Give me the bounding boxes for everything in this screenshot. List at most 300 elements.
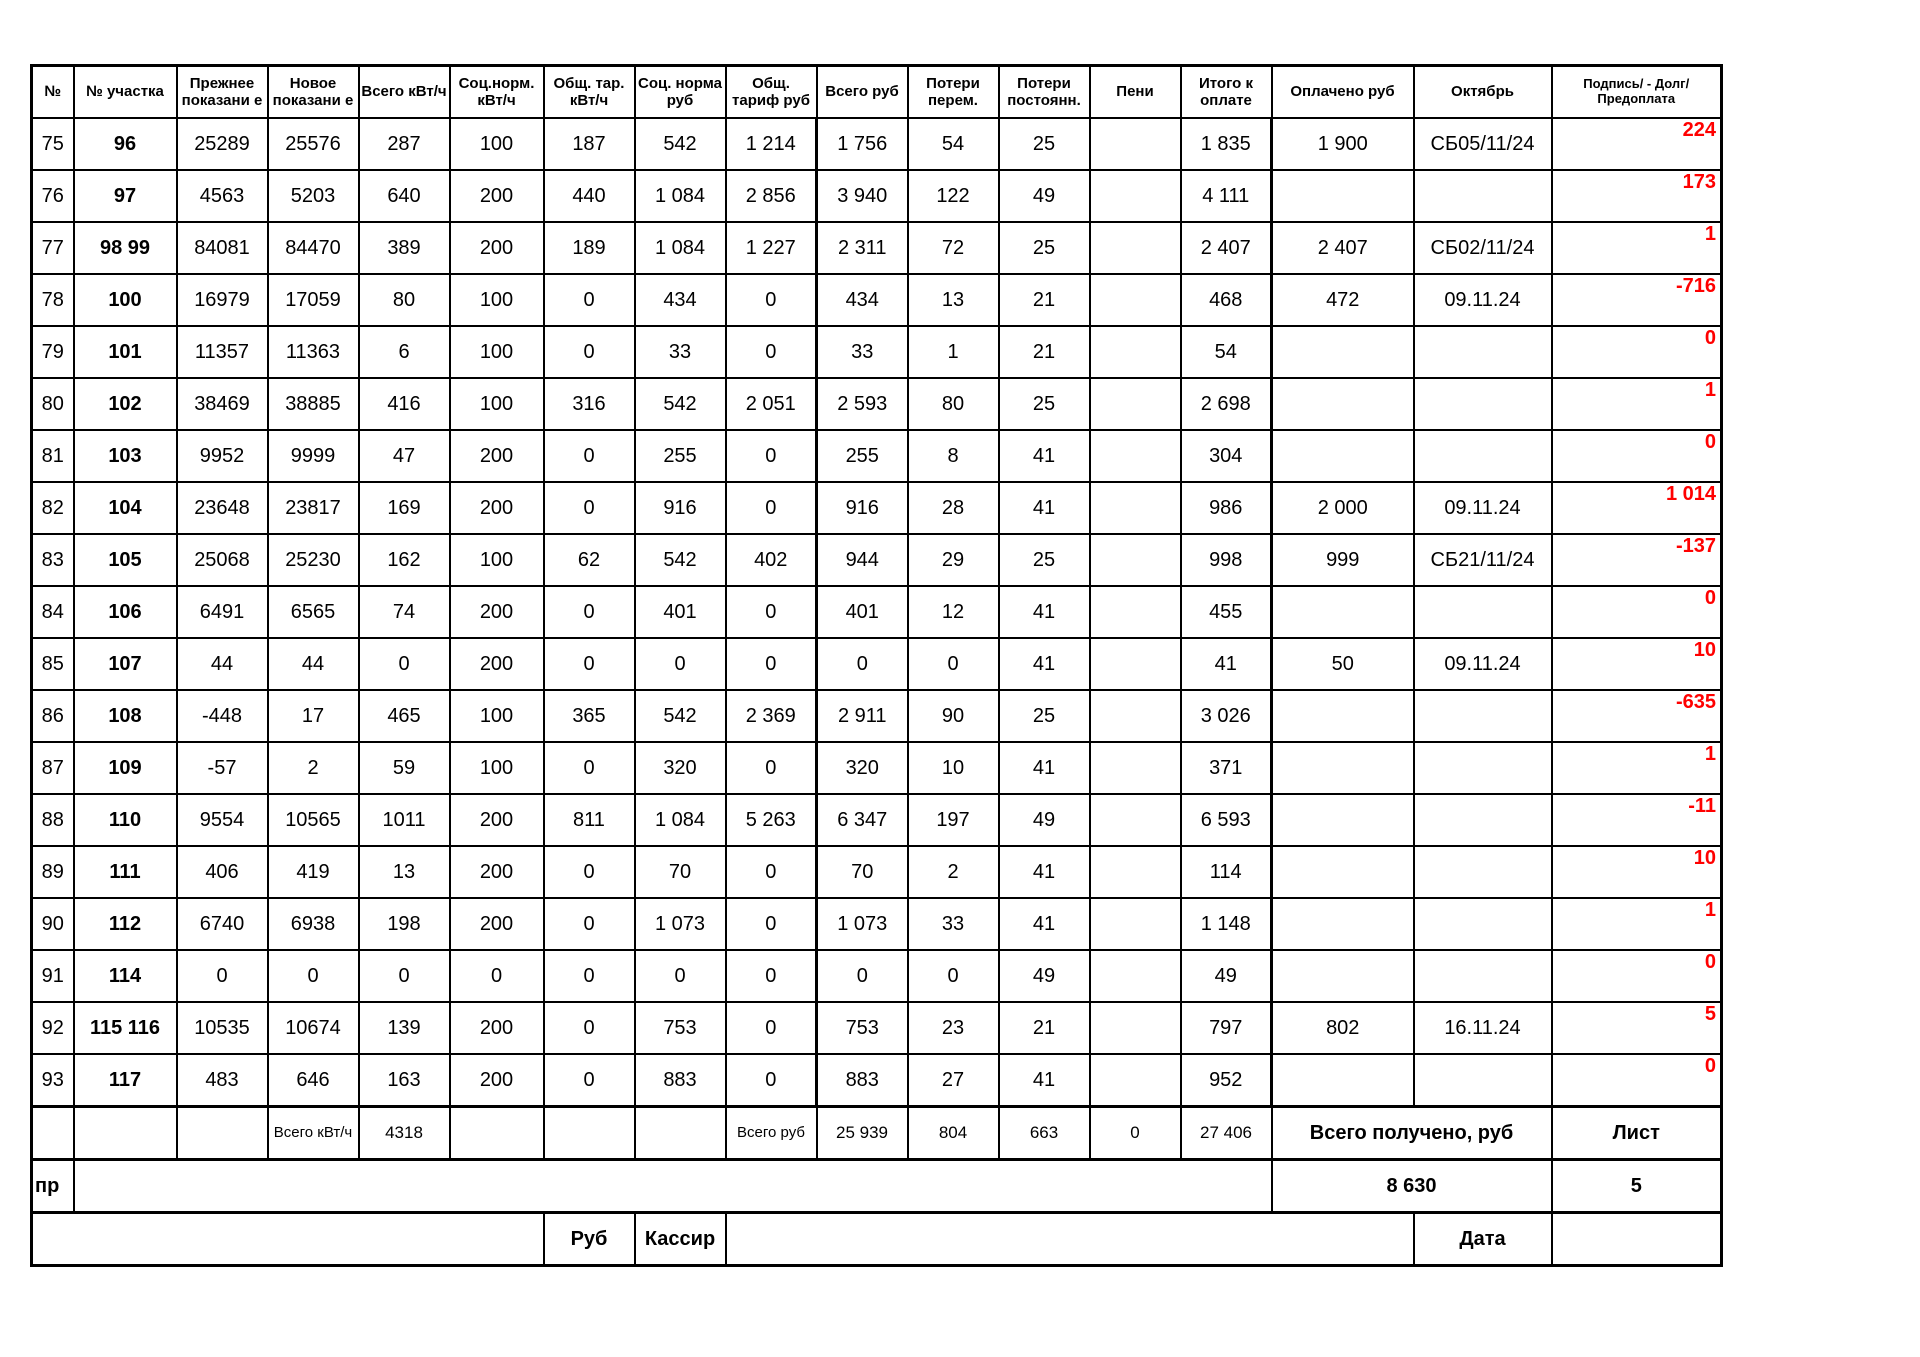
cell-penalty: [1090, 378, 1181, 430]
cell-general-rub: 0: [726, 846, 817, 898]
cell-debt: 0: [1552, 430, 1722, 482]
cell-social-rub: 883: [635, 1054, 726, 1107]
cell-paid: 802: [1272, 1002, 1414, 1054]
cell-social-kwh: 0: [450, 950, 544, 1002]
cell-new-reading: 44: [268, 638, 359, 690]
cell-general-rub: 0: [726, 326, 817, 378]
cell-no: 80: [32, 378, 74, 430]
cell-plot: 107: [74, 638, 177, 690]
cell-loss-variable: 8: [908, 430, 999, 482]
cell-social-rub: 255: [635, 430, 726, 482]
cell-month: [1414, 950, 1552, 1002]
received-row: [32, 1160, 1722, 1213]
cell-debt: 10: [1552, 846, 1722, 898]
cell-month: [1414, 742, 1552, 794]
cell-loss-constant: 25: [999, 222, 1090, 274]
cell-penalty: [1090, 846, 1181, 898]
cell-loss-variable: 54: [908, 118, 999, 170]
cell-total-rub: 0: [817, 950, 908, 1002]
cell-plot: 105: [74, 534, 177, 586]
cell-social-kwh: 100: [450, 534, 544, 586]
totals-empty: [635, 1107, 726, 1160]
col-header-penalty: Пени: [1090, 66, 1181, 119]
cell-social-rub: 0: [635, 638, 726, 690]
cell-general-rub: 2 051: [726, 378, 817, 430]
cell-social-kwh: 200: [450, 222, 544, 274]
cell-due: 304: [1181, 430, 1272, 482]
cell-paid: 1 900: [1272, 118, 1414, 170]
totals-empty: [74, 1107, 177, 1160]
cell-general-kwh: 811: [544, 794, 635, 846]
cell-due: 49: [1181, 950, 1272, 1002]
cell-social-kwh: 200: [450, 638, 544, 690]
cell-loss-variable: 13: [908, 274, 999, 326]
cell-penalty: [1090, 950, 1181, 1002]
cell-new-reading: 6565: [268, 586, 359, 638]
cell-month: [1414, 586, 1552, 638]
cell-plot: 106: [74, 586, 177, 638]
cell-prev-reading: 406: [177, 846, 268, 898]
footer-blank: [74, 1160, 1272, 1213]
table-row: [32, 326, 1722, 378]
cell-general-kwh: 0: [544, 586, 635, 638]
cell-general-kwh: 0: [544, 274, 635, 326]
cell-loss-variable: 0: [908, 638, 999, 690]
col-header-loss-const: Потери постоянн.: [999, 66, 1090, 119]
cell-debt: 1: [1552, 378, 1722, 430]
cell-new-reading: 25576: [268, 118, 359, 170]
cell-total-kwh: 169: [359, 482, 450, 534]
cell-prev-reading: 483: [177, 1054, 268, 1107]
cell-penalty: [1090, 326, 1181, 378]
cell-penalty: [1090, 534, 1181, 586]
cell-social-kwh: 200: [450, 170, 544, 222]
cell-month: СБ05/11/24: [1414, 118, 1552, 170]
cell-general-kwh: 0: [544, 898, 635, 950]
footer-cashier-signature: [726, 1213, 1414, 1266]
cell-no: 75: [32, 118, 74, 170]
cell-total-rub: 2 311: [817, 222, 908, 274]
cell-general-rub: 0: [726, 482, 817, 534]
cell-due: 41: [1181, 638, 1272, 690]
cell-no: 88: [32, 794, 74, 846]
cell-total-rub: 434: [817, 274, 908, 326]
cell-general-kwh: 0: [544, 326, 635, 378]
cell-social-kwh: 200: [450, 1002, 544, 1054]
table-row: [32, 118, 1722, 170]
cell-total-rub: 753: [817, 1002, 908, 1054]
cell-loss-variable: 29: [908, 534, 999, 586]
cell-social-rub: 542: [635, 378, 726, 430]
totals-empty: [450, 1107, 544, 1160]
cell-total-kwh: 13: [359, 846, 450, 898]
cell-loss-constant: 41: [999, 742, 1090, 794]
table-row: [32, 846, 1722, 898]
cell-general-kwh: 0: [544, 482, 635, 534]
cell-social-rub: 1 084: [635, 222, 726, 274]
table-row: [32, 586, 1722, 638]
cell-due: 797: [1181, 1002, 1272, 1054]
cell-general-kwh: 189: [544, 222, 635, 274]
cell-social-kwh: 100: [450, 378, 544, 430]
col-header-plot: № участка: [74, 66, 177, 119]
cell-total-kwh: 6: [359, 326, 450, 378]
cell-total-kwh: 139: [359, 1002, 450, 1054]
cell-loss-variable: 10: [908, 742, 999, 794]
cell-prev-reading: 11357: [177, 326, 268, 378]
cell-social-kwh: 200: [450, 898, 544, 950]
cell-social-kwh: 200: [450, 846, 544, 898]
cell-general-kwh: 0: [544, 1054, 635, 1107]
cell-prev-reading: 10535: [177, 1002, 268, 1054]
cell-loss-variable: 197: [908, 794, 999, 846]
footer-cashier-label: Кассир: [635, 1213, 726, 1266]
cell-general-rub: 0: [726, 430, 817, 482]
cell-social-rub: 320: [635, 742, 726, 794]
cell-general-rub: 1 214: [726, 118, 817, 170]
cell-loss-constant: 21: [999, 274, 1090, 326]
cell-month: [1414, 898, 1552, 950]
cell-month: [1414, 430, 1552, 482]
cell-due: 952: [1181, 1054, 1272, 1107]
cell-month: СБ21/11/24: [1414, 534, 1552, 586]
cell-loss-variable: 27: [908, 1054, 999, 1107]
cell-loss-constant: 21: [999, 326, 1090, 378]
cell-social-kwh: 200: [450, 482, 544, 534]
cell-new-reading: 17059: [268, 274, 359, 326]
table-row: [32, 170, 1722, 222]
footer-rub-label: Руб: [544, 1213, 635, 1266]
cell-plot: 96: [74, 118, 177, 170]
cell-new-reading: 0: [268, 950, 359, 1002]
totals-empty: [32, 1107, 74, 1160]
footer-sheet-number: 5: [1552, 1160, 1722, 1213]
cell-paid: 2 000: [1272, 482, 1414, 534]
cell-total-kwh: 47: [359, 430, 450, 482]
cell-month: СБ02/11/24: [1414, 222, 1552, 274]
totals-row: [32, 1107, 1722, 1160]
footer-received: 8 630: [1272, 1160, 1552, 1213]
cell-new-reading: 6938: [268, 898, 359, 950]
cell-social-kwh: 100: [450, 274, 544, 326]
cell-no: 83: [32, 534, 74, 586]
col-header-gen-kwh: Общ. тар. кВт/ч: [544, 66, 635, 119]
cell-debt: 1 014: [1552, 482, 1722, 534]
cell-paid: [1272, 586, 1414, 638]
cell-paid: [1272, 794, 1414, 846]
cell-penalty: [1090, 690, 1181, 742]
cell-general-rub: 0: [726, 1002, 817, 1054]
cell-due: 468: [1181, 274, 1272, 326]
cell-total-kwh: 389: [359, 222, 450, 274]
totals-loss-const: 663: [999, 1107, 1090, 1160]
cell-total-kwh: 640: [359, 170, 450, 222]
totals-due: 27 406: [1181, 1107, 1272, 1160]
cell-loss-constant: 49: [999, 794, 1090, 846]
col-header-soc-kwh: Соц.норм. кВт/ч: [450, 66, 544, 119]
cell-no: 84: [32, 586, 74, 638]
cell-general-rub: 2 856: [726, 170, 817, 222]
cell-prev-reading: 4563: [177, 170, 268, 222]
cell-loss-constant: 41: [999, 586, 1090, 638]
footer-date-value: [1552, 1213, 1722, 1266]
cell-paid: [1272, 846, 1414, 898]
cell-social-rub: 1 084: [635, 170, 726, 222]
footer-date-label: Дата: [1414, 1213, 1552, 1266]
cell-loss-constant: 49: [999, 950, 1090, 1002]
cell-loss-constant: 41: [999, 482, 1090, 534]
cell-month: [1414, 378, 1552, 430]
cell-loss-constant: 25: [999, 534, 1090, 586]
cell-loss-constant: 49: [999, 170, 1090, 222]
table-row: [32, 274, 1722, 326]
cell-general-kwh: 0: [544, 950, 635, 1002]
cell-debt: 5: [1552, 1002, 1722, 1054]
cell-plot: 102: [74, 378, 177, 430]
cell-social-kwh: 200: [450, 586, 544, 638]
cell-total-rub: 1 756: [817, 118, 908, 170]
cell-penalty: [1090, 794, 1181, 846]
col-header-no: №: [32, 66, 74, 119]
cell-social-kwh: 200: [450, 794, 544, 846]
cell-no: 91: [32, 950, 74, 1002]
cell-prev-reading: 44: [177, 638, 268, 690]
cell-total-rub: 2 911: [817, 690, 908, 742]
cell-loss-variable: 28: [908, 482, 999, 534]
cell-penalty: [1090, 222, 1181, 274]
cell-social-kwh: 100: [450, 326, 544, 378]
cell-prev-reading: 9952: [177, 430, 268, 482]
cell-paid: 50: [1272, 638, 1414, 690]
cell-total-rub: 0: [817, 638, 908, 690]
cell-social-kwh: 100: [450, 742, 544, 794]
cell-no: 87: [32, 742, 74, 794]
cell-general-rub: 0: [726, 742, 817, 794]
totals-total-rub: 25 939: [817, 1107, 908, 1160]
cell-general-rub: 0: [726, 950, 817, 1002]
cell-new-reading: 23817: [268, 482, 359, 534]
cell-loss-variable: 90: [908, 690, 999, 742]
table-row: [32, 898, 1722, 950]
col-header-new: Новое показани е: [268, 66, 359, 119]
cell-new-reading: 25230: [268, 534, 359, 586]
cell-general-kwh: 0: [544, 1002, 635, 1054]
cell-prev-reading: 9554: [177, 794, 268, 846]
cell-general-kwh: 316: [544, 378, 635, 430]
cell-social-rub: 70: [635, 846, 726, 898]
cell-total-kwh: 162: [359, 534, 450, 586]
cell-social-rub: 542: [635, 534, 726, 586]
cell-total-rub: 255: [817, 430, 908, 482]
cell-no: 92: [32, 1002, 74, 1054]
cell-general-kwh: 440: [544, 170, 635, 222]
table-row: [32, 482, 1722, 534]
cell-month: [1414, 690, 1552, 742]
cell-no: 82: [32, 482, 74, 534]
cell-due: 2 698: [1181, 378, 1272, 430]
table-row: [32, 1002, 1722, 1054]
cell-total-rub: 33: [817, 326, 908, 378]
cell-total-kwh: 80: [359, 274, 450, 326]
cell-general-kwh: 365: [544, 690, 635, 742]
table-row: [32, 638, 1722, 690]
cell-debt: -137: [1552, 534, 1722, 586]
cell-loss-variable: 0: [908, 950, 999, 1002]
cell-new-reading: 84470: [268, 222, 359, 274]
cell-plot: 109: [74, 742, 177, 794]
cell-debt: 0: [1552, 586, 1722, 638]
cell-debt: 1: [1552, 898, 1722, 950]
cell-prev-reading: -57: [177, 742, 268, 794]
footer-blank: [32, 1213, 544, 1266]
cell-total-kwh: 465: [359, 690, 450, 742]
cell-plot: 103: [74, 430, 177, 482]
cell-prev-reading: 6740: [177, 898, 268, 950]
cell-plot: 112: [74, 898, 177, 950]
cell-no: 81: [32, 430, 74, 482]
totals-sheet-label: Лист: [1552, 1107, 1722, 1160]
cell-new-reading: 646: [268, 1054, 359, 1107]
cell-plot: 115 116: [74, 1002, 177, 1054]
cell-paid: 472: [1272, 274, 1414, 326]
cell-general-rub: 0: [726, 274, 817, 326]
cell-paid: [1272, 378, 1414, 430]
cell-social-rub: 0: [635, 950, 726, 1002]
cell-total-rub: 3 940: [817, 170, 908, 222]
cell-loss-constant: 41: [999, 846, 1090, 898]
table-row: [32, 222, 1722, 274]
cell-penalty: [1090, 586, 1181, 638]
cell-plot: 100: [74, 274, 177, 326]
cell-no: 93: [32, 1054, 74, 1107]
billing-table: [30, 64, 1723, 1267]
cell-plot: 117: [74, 1054, 177, 1107]
cell-paid: [1272, 690, 1414, 742]
cell-no: 85: [32, 638, 74, 690]
cell-debt: 173: [1552, 170, 1722, 222]
cell-due: 998: [1181, 534, 1272, 586]
cell-penalty: [1090, 430, 1181, 482]
table-row: [32, 378, 1722, 430]
cell-due: 455: [1181, 586, 1272, 638]
cell-paid: 2 407: [1272, 222, 1414, 274]
footer-left-label: пр: [32, 1160, 74, 1213]
cell-total-rub: 6 347: [817, 794, 908, 846]
cell-loss-constant: 41: [999, 430, 1090, 482]
cell-new-reading: 9999: [268, 430, 359, 482]
cell-plot: 98 99: [74, 222, 177, 274]
cell-debt: 10: [1552, 638, 1722, 690]
cell-month: [1414, 326, 1552, 378]
cell-general-rub: 402: [726, 534, 817, 586]
cell-prev-reading: 23648: [177, 482, 268, 534]
cell-general-rub: 0: [726, 898, 817, 950]
cell-penalty: [1090, 170, 1181, 222]
cell-debt: 1: [1552, 742, 1722, 794]
cell-penalty: [1090, 638, 1181, 690]
cell-prev-reading: 25068: [177, 534, 268, 586]
cell-general-rub: 2 369: [726, 690, 817, 742]
cell-debt: -11: [1552, 794, 1722, 846]
cell-total-rub: 883: [817, 1054, 908, 1107]
cell-penalty: [1090, 274, 1181, 326]
cell-penalty: [1090, 482, 1181, 534]
cell-social-rub: 542: [635, 118, 726, 170]
cell-paid: [1272, 170, 1414, 222]
cell-due: 4 111: [1181, 170, 1272, 222]
cell-month: 09.11.24: [1414, 274, 1552, 326]
cell-prev-reading: 6491: [177, 586, 268, 638]
cell-total-rub: 1 073: [817, 898, 908, 950]
cell-general-rub: 0: [726, 586, 817, 638]
cell-loss-constant: 41: [999, 638, 1090, 690]
cell-total-kwh: 198: [359, 898, 450, 950]
col-header-debt: Подпись/ - Долг/Предоплата: [1552, 66, 1722, 119]
cell-total-rub: 916: [817, 482, 908, 534]
cell-prev-reading: -448: [177, 690, 268, 742]
cell-plot: 108: [74, 690, 177, 742]
totals-received-label: Всего получено, руб: [1272, 1107, 1552, 1160]
cell-due: 1 148: [1181, 898, 1272, 950]
totals-rub-label: Всего руб: [726, 1107, 817, 1160]
cell-loss-constant: 25: [999, 378, 1090, 430]
cell-new-reading: 10674: [268, 1002, 359, 1054]
cell-loss-variable: 33: [908, 898, 999, 950]
cell-loss-variable: 80: [908, 378, 999, 430]
cell-prev-reading: 25289: [177, 118, 268, 170]
cell-general-rub: 0: [726, 638, 817, 690]
cell-new-reading: 5203: [268, 170, 359, 222]
cell-paid: 999: [1272, 534, 1414, 586]
col-header-loss-var: Потери перем.: [908, 66, 999, 119]
cell-total-kwh: 74: [359, 586, 450, 638]
totals-empty: [544, 1107, 635, 1160]
totals-empty: [177, 1107, 268, 1160]
cell-loss-variable: 23: [908, 1002, 999, 1054]
cell-no: 76: [32, 170, 74, 222]
col-header-total-rub: Всего руб: [817, 66, 908, 119]
cell-paid: [1272, 430, 1414, 482]
cell-social-rub: 33: [635, 326, 726, 378]
signature-row: [32, 1213, 1722, 1266]
cell-total-kwh: 0: [359, 950, 450, 1002]
cell-debt: 1: [1552, 222, 1722, 274]
cell-due: 1 835: [1181, 118, 1272, 170]
col-header-gen-rub: Общ. тариф руб: [726, 66, 817, 119]
cell-total-kwh: 1011: [359, 794, 450, 846]
cell-prev-reading: 16979: [177, 274, 268, 326]
cell-social-rub: 1 084: [635, 794, 726, 846]
cell-no: 79: [32, 326, 74, 378]
table-row: [32, 1054, 1722, 1107]
cell-loss-constant: 25: [999, 118, 1090, 170]
col-header-month: Октябрь: [1414, 66, 1552, 119]
cell-loss-variable: 1: [908, 326, 999, 378]
cell-loss-variable: 72: [908, 222, 999, 274]
cell-plot: 114: [74, 950, 177, 1002]
cell-loss-variable: 122: [908, 170, 999, 222]
cell-total-kwh: 59: [359, 742, 450, 794]
cell-general-kwh: 0: [544, 742, 635, 794]
cell-paid: [1272, 326, 1414, 378]
cell-loss-constant: 21: [999, 1002, 1090, 1054]
table-row: [32, 534, 1722, 586]
cell-loss-variable: 12: [908, 586, 999, 638]
cell-general-kwh: 187: [544, 118, 635, 170]
cell-general-rub: 0: [726, 1054, 817, 1107]
cell-debt: 0: [1552, 326, 1722, 378]
cell-penalty: [1090, 118, 1181, 170]
